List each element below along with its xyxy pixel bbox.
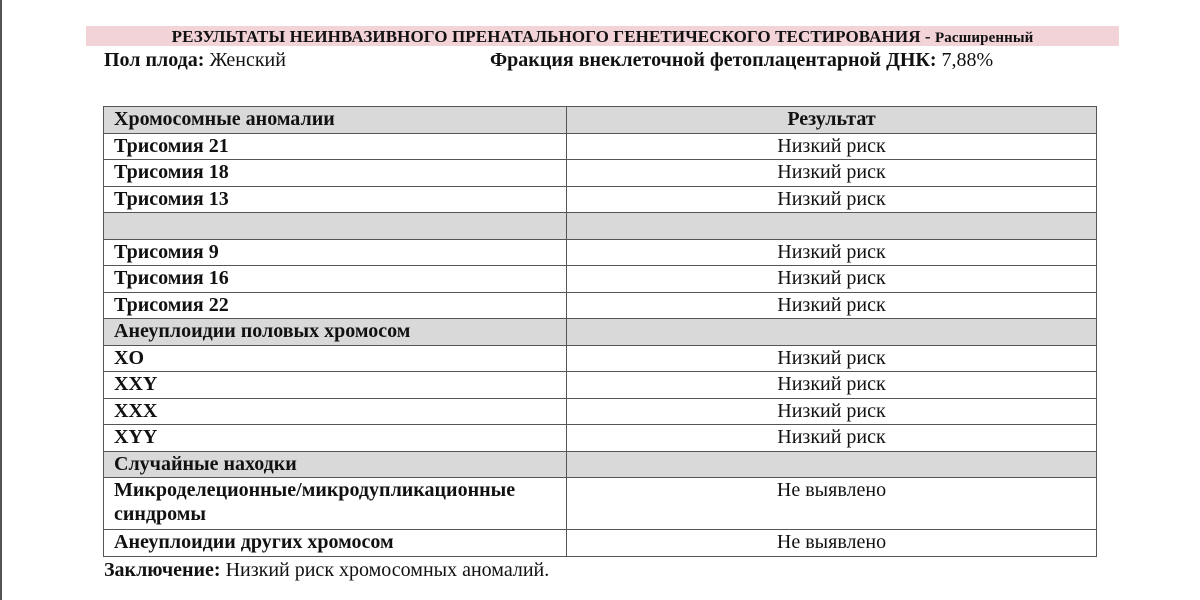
dna-fraction-value: 7,88% — [936, 49, 994, 71]
table-row — [104, 530, 1097, 557]
row-result — [567, 319, 1097, 346]
section-title: Случайные находки — [104, 451, 567, 478]
table-row — [104, 372, 1097, 399]
fetal-sex-label: Пол плода: — [104, 49, 205, 71]
header-result: Результат — [567, 107, 1097, 134]
conclusion — [104, 558, 549, 582]
row-result: Не выявлено — [567, 478, 1097, 530]
dna-fraction — [490, 48, 993, 72]
dna-fraction-label: Фракция внеклеточной фетоплацентарной ДНК: — [490, 49, 937, 71]
table-row — [104, 133, 1097, 160]
row-result: Низкий риск — [567, 186, 1097, 213]
fetal-sex — [104, 48, 286, 72]
row-name: Трисомия 22 — [104, 292, 567, 319]
table-row — [104, 160, 1097, 187]
row-result — [567, 213, 1097, 240]
table-row — [104, 478, 1097, 530]
row-result: Низкий риск — [567, 133, 1097, 160]
report-subtitle: Расширенный — [935, 30, 1034, 46]
report-title — [86, 26, 1119, 46]
row-name — [104, 213, 567, 240]
fetal-sex-value: Женский — [204, 49, 286, 71]
conclusion-text: Низкий риск хромосомных аномалий. — [220, 559, 550, 581]
table-header-row — [104, 107, 1097, 134]
conclusion-label: Заключение: — [104, 559, 221, 581]
table-row — [104, 425, 1097, 452]
row-name: Трисомия 18 — [104, 160, 567, 187]
row-name: XXX — [104, 398, 567, 425]
row-result: Не выявлено — [567, 530, 1097, 557]
row-name: Анеуплоидии других хромосом — [104, 530, 567, 557]
row-result: Низкий риск — [567, 160, 1097, 187]
row-result: Низкий риск — [567, 239, 1097, 266]
report-title-main: РЕЗУЛЬТАТЫ НЕИНВАЗИВНОГО ПРЕНАТАЛЬНОГО ГЕНЕТИЧЕСКОГО ТЕСТИРОВАНИЯ - — [171, 27, 936, 46]
row-result: Низкий риск — [567, 266, 1097, 293]
row-name: Трисомия 13 — [104, 186, 567, 213]
row-name: XO — [104, 345, 567, 372]
table-row — [104, 398, 1097, 425]
row-name: Трисомия 16 — [104, 266, 567, 293]
row-result: Низкий риск — [567, 398, 1097, 425]
row-result: Низкий риск — [567, 425, 1097, 452]
row-name: XXY — [104, 372, 567, 399]
table-row — [104, 266, 1097, 293]
row-result — [567, 451, 1097, 478]
section-title: Анеуплоидии половых хромосом — [104, 319, 567, 346]
row-name: Микроделеционные/микродупликационные синдромы — [104, 478, 567, 530]
header-anomalies: Хромосомные аномалии — [104, 107, 567, 134]
table-row — [104, 292, 1097, 319]
table-section-row — [104, 451, 1097, 478]
table-section-row — [104, 319, 1097, 346]
row-name: Трисомия 21 — [104, 133, 567, 160]
table-row — [104, 239, 1097, 266]
table-row — [104, 186, 1097, 213]
results-table — [103, 106, 1097, 557]
table-separator-row — [104, 213, 1097, 240]
page-left-border — [0, 0, 2, 600]
row-name: Трисомия 9 — [104, 239, 567, 266]
row-name: XYY — [104, 425, 567, 452]
row-result: Низкий риск — [567, 372, 1097, 399]
row-result: Низкий риск — [567, 345, 1097, 372]
row-result: Низкий риск — [567, 292, 1097, 319]
table-row — [104, 345, 1097, 372]
